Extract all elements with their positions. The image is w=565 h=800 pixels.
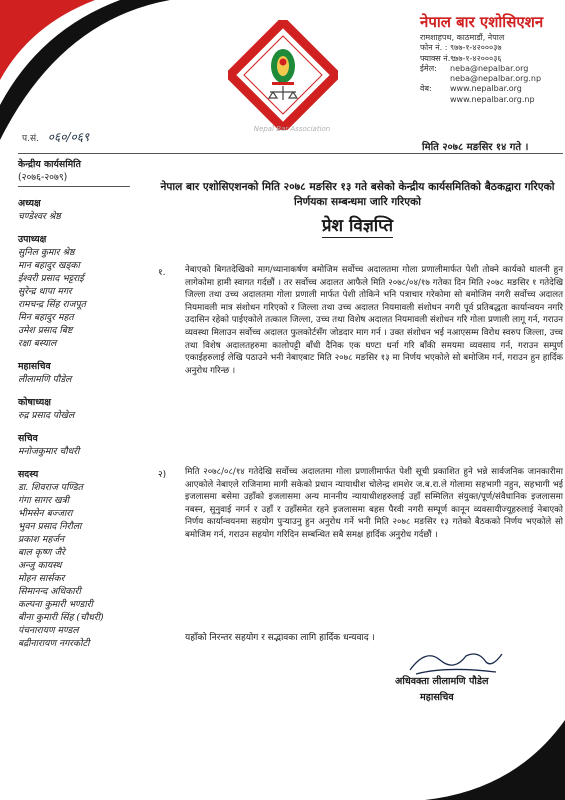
committee-column (18, 158, 148, 650)
member-name: डा. शिवराज पण्डित (18, 482, 83, 493)
member-name: भुवन प्रसाद निरौला (18, 521, 82, 532)
vice-president-name: उमेश प्रसाद बिष्ट (18, 325, 73, 336)
general-secretary-name: लीलामणि पौडेल (18, 374, 72, 385)
vice-president-name: रामचन्द्र सिंह राजपूत (18, 299, 86, 310)
member-name: बाल कृष्ण जैरे (18, 547, 65, 558)
header-divider (18, 153, 563, 154)
signer-title: महासचिव (420, 692, 454, 703)
member-name: भीमसेन बज्जारा (18, 508, 73, 519)
vice-president-name: सुरेन्द्र थापा मगर (18, 286, 72, 297)
paragraph-2: मिति २०७८/०८/१४ गतेदेखि सर्वोच्च अदालतमा गोला प्रणालीमार्फत पेशी सूची प्रकाशित हुने भन्ने सार्वजनिक जानकारीमा आएकोले नेबाएले राजिनामा मागी सकेको प्रधान न्यायाधीश चोलेन्द्र शमशेर ज.ब.रा.ले गोलामा सहभागी नहुन, सहभागी भई इजलासमा बसेमा उहाँको इजलासमा अन्य माननीय न्यायाधीशहरुलाई उहाँ सम्मिलित संयुक्त/पूर्ण/संवैधानिक इजलासमा नबस्न, सुनुवाई नगर्न र उहाँ र उहाँसमेत रहने इजलासमा बहस पैरवी नगरी सम्पूर्ण कानून व्यवसायीज्यूहरुलाई नेबाएको निर्णय कार्यान्वयनमा सहयोग पुर्‍याउनु हुन अनुरोध गर्ने भनी मिति २०७८ मङसिर १३ गतेको बैठकको निर्णय भएकोले सो बमोजिम गर्न, गराउन सहयोग गरिदिन सम्बन्धित सबै समक्ष हार्दिक अनुरोध गर्दछौं । (185, 467, 563, 540)
member-name: अन्जु कायस्थ (18, 560, 62, 571)
paragraph-2-number: २) (158, 470, 167, 480)
corner-swoosh-decoration-bottom (425, 720, 565, 800)
president-name: चण्डेश्वर श्रेष्ठ (18, 211, 61, 222)
contact-address: रामशाहपथ, काठमाडौं, नेपाल (420, 33, 505, 42)
emblem-caption: Nepal Bar Association (253, 125, 331, 133)
member-name: सिमानन्द अधिकारी (18, 586, 81, 597)
vice-president-name: मिन बहादुर महत (18, 312, 74, 323)
closing-line: यहाँको निरन्तर सहयोग र सद्भावका लागि हार्दिक धन्यवाद । (185, 633, 375, 643)
signer-name: अधिवक्ता लीलामणि पौडेल (395, 676, 489, 687)
vice-president-name: सुनिल कुमार श्रेष्ठ (18, 247, 75, 258)
contact-block (420, 33, 541, 105)
handwritten-signature (406, 642, 506, 678)
vice-president-name: मान बहादुर खड्का (18, 260, 80, 271)
member-name: पंचनारायण मण्डल (18, 625, 79, 636)
contact-fax: फ्याक्स नं. : ९७७-१-४२०००३६ (420, 53, 502, 63)
vice-president-label: उपाध्यक्ष (18, 234, 47, 245)
president-label: अध्यक्ष (18, 198, 41, 209)
organization-name: नेपाल बार एशोसिएशन (420, 13, 544, 31)
vice-president-name: ईश्वरी प्रसाद भट्टराई (18, 273, 84, 284)
committee-title: केन्द्रीय कार्यसमिति (18, 159, 81, 170)
treasurer-label: कोषाध्यक्ष (18, 397, 51, 408)
contact-email: ईमेल: neba@nepalbar.org (420, 63, 529, 73)
paragraph-1: नेबाएको बिगतदेखिको माग/ध्यानाकर्षण बमोजिम सर्वोच्च अदालतमा गोला प्रणालीमार्फत पेशी तोक्ने कार्यको थालनी हुन लागेकोमा हामी स्वागत गर्दछौं । तर सर्वोच्च अदालत आफैले मिति २०७८/०४/१७ गतेका दिन मिति २०७८ मङसिर १ गतेदेखि जिल्ला तथा उच्च अदालतमा गोला प्रणाली मार्फत पेशी तोकिने भनि पत्राचार गरेकोमा सो बमोजिम नगरी सर्वोच्च अदालत नियमावली मात्र संशोधन गरिएको र जिल्ला तथा उच्च अदालत नियमावली संशोधन नगरी पूर्व प्रतिबद्धता कार्यान्वयन नगरि उदासिन रहेको पाईएकोले तत्काल जिल्ला, उच्च तथा विशेष अदालत नियमावली संशोधन गरि गोला प्रणाली लागू गर्न, गराउन व्यवस्था मिलाउन सर्वोच्च अदालत फुलकोर्टसँग जोडदार माग गर्न । उक्त संशोधन भई नआएसम्म विरोध स्वरुप जिल्ला, उच्च तथा विशेष अदालतहरुमा कालोपट्टी बाँधी दैनिक एक घण्टा धर्ना गरि बाँकी समयमा व्यवसाय गर्न, गराउन सम्पुर्ण एकाईहरुलाई लेखि पठाउने भनी नेबाएबाट मिति २०७८ मङसिर १३ मा निर्णय भएकोले सो बमोजिम गर्न, गराउन हुन हार्दिक अनुरोध गरिन्छ । (185, 265, 563, 376)
subject-line: नेपाल बार एशोसिएशनको मिति २०७८ मङसिर १३ गते बसेको केन्द्रीय कार्यसमितिको बैठकद्वारा गरिएको निर्णयका सम्बन्धमा जारि गरिएको (160, 181, 555, 208)
corner-swoosh-decoration (0, 0, 170, 140)
treasurer-name: रुद्र प्रसाद पोखेल (18, 410, 75, 421)
reference-number: प.सं. ०६०/०६९ (22, 130, 90, 144)
vice-president-name: रक्षा बस्याल (18, 338, 57, 349)
contact-web: वेब: www.nepalbar.org (420, 84, 522, 94)
members-label: सदस्य (18, 469, 39, 480)
contact-phone: फोन नं. : ९७७-१-४२०००३७ (420, 43, 502, 53)
nepal-bar-emblem-icon (228, 20, 338, 130)
member-name: गंगा सागर खत्री (18, 495, 70, 506)
member-name: मोहन सार्सकर (18, 573, 65, 584)
secretary-name: मनोजकुमार चौधरी (18, 446, 80, 457)
press-release-heading: प्रेश विज्ञप्ति (321, 216, 394, 236)
general-secretary-label: महासचिव (18, 361, 51, 372)
member-name: बद्रीनारायण नगरकोटी (18, 638, 90, 649)
committee-term: (२०७६-२०७९) (18, 172, 68, 183)
contact-email-2: neba@nepalbar.org.np (450, 74, 542, 84)
secretary-label: सचिव (18, 433, 38, 444)
letter-date: मिति २०७८ मङसिर १४ गते । (422, 142, 529, 153)
reference-number-value: ०६०/०६९ (47, 130, 90, 144)
paragraph-1-number: १. (158, 268, 166, 278)
member-name: बीना कुमारी सिंह (चौधरी) (18, 612, 104, 623)
member-name: प्रकाश महर्जन (18, 534, 65, 545)
contact-web-2: www.nepalbar.org.np (450, 94, 535, 104)
member-name: कल्पना कुमारी भण्डारी (18, 599, 93, 610)
